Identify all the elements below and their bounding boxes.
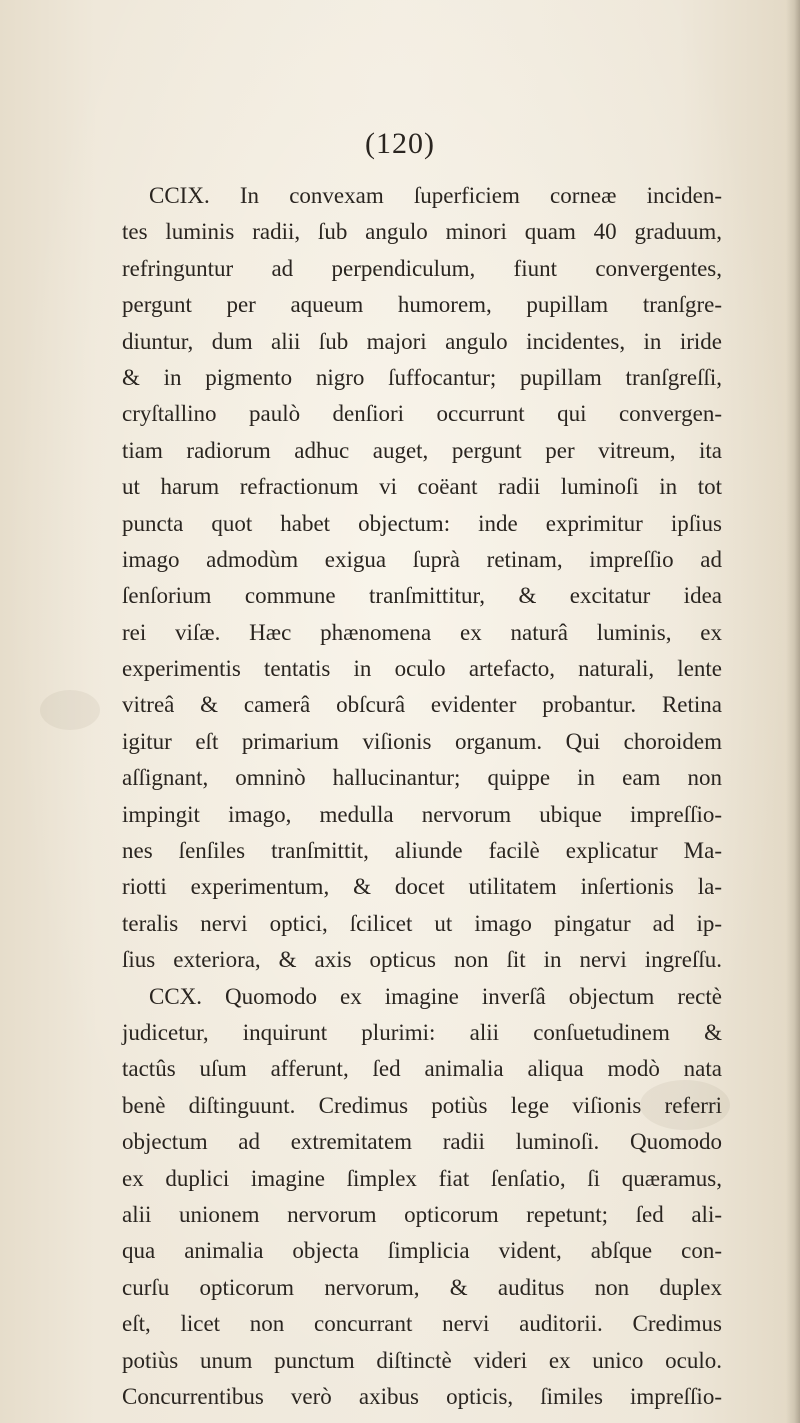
text-line: rei viſæ. Hæc phænomena ex naturâ luminis, ex: [122, 619, 722, 645]
text-line: tactûs uſum afferunt, ſed animalia aliqua modò nata: [122, 1056, 722, 1082]
text-line: ſius exteriora, & axis opticus non ſit in nervi ingreſſu.: [122, 947, 722, 973]
text-line: judicetur, inquirunt plurimi: alii conſuetudinem &: [122, 1019, 722, 1045]
paper-stain: [40, 690, 100, 730]
text-line: & in pigmento nigro ſuffocantur; pupillam tranſgreſſi,: [122, 364, 722, 390]
text-line: eſt, licet non concurrant nervi auditorii. Credimus: [122, 1311, 722, 1337]
text-line: alii unionem nervorum opticorum repetunt; ſed ali-: [122, 1201, 722, 1227]
text-line: ſenſorium commune tranſmittitur, & excitatur idea: [122, 583, 722, 609]
text-line: ut harum refractionum vi coëant radii luminoſi in tot: [122, 474, 722, 500]
text-line: tiam radiorum adhuc auget, pergunt per vitreum, ita: [122, 437, 722, 463]
text-line: objectum ad extremitatem radii luminoſi. Quomodo: [122, 1129, 722, 1155]
text-line: cryſtallino paulò denſiori occurrunt qui convergen-: [122, 401, 722, 427]
text-line: potiùs unum punctum diſtinctè videri ex unico oculo.: [122, 1347, 722, 1373]
text-line: tes luminis radii, ſub angulo minori quam 40 graduum,: [122, 219, 722, 245]
text-line: CCIX. In convexam ſuperficiem corneæ inciden-: [149, 183, 722, 208]
text-line: igitur eſt primarium viſionis organum. Qui choroidem: [122, 728, 722, 754]
text-line: impingit imago, medulla nervorum ubique impreſſio-: [122, 801, 722, 827]
body-text: [122, 178, 722, 1415]
page-number: (120): [365, 127, 435, 160]
page-edge-shadow: [786, 0, 800, 1423]
text-line: qua animalia objecta ſimplicia vident, abſque con-: [122, 1238, 722, 1264]
text-line: puncta quot habet objectum: inde exprimitur ipſius: [122, 510, 722, 536]
text-line: riotti experimentum, & docet utilitatem inſertionis la-: [122, 874, 722, 900]
text-line: pergunt per aqueum humorem, pupillam tranſgre-: [122, 292, 722, 318]
text-line: vitreâ & camerâ obſcurâ evidenter probantur. Retina: [122, 692, 722, 718]
text-line: ex duplici imagine ſimplex fiat ſenſatio, ſi quæramus,: [122, 1165, 722, 1191]
text-line: benè diſtinguunt. Credimus potiùs lege viſionis referri: [122, 1092, 722, 1118]
text-line: imago admodùm exigua ſuprà retinam, impreſſio ad: [122, 546, 722, 572]
text-line: refringuntur ad perpendiculum, fiunt convergentes,: [122, 255, 722, 281]
text-line: aſſignant, omninò hallucinantur; quippe in eam non: [122, 765, 722, 791]
text-line: CCX. Quomodo ex imagine inverſâ objectum rectè: [149, 983, 722, 1009]
text-line: teralis nervi optici, ſcilicet ut imago pingatur ad ip-: [122, 910, 722, 936]
text-line: Concurrentibus verò axibus opticis, ſimiles impreſſio-: [122, 1383, 722, 1409]
text-line: nes ſenſiles tranſmittit, aliunde facilè explicatur Ma-: [122, 838, 722, 864]
text-line: diuntur, dum alii ſub majori angulo incidentes, in iride: [122, 328, 722, 354]
text-line: curſu opticorum nervorum, & auditus non duplex: [122, 1274, 722, 1300]
text-line: experimentis tentatis in oculo artefacto, naturali, lente: [122, 656, 722, 682]
